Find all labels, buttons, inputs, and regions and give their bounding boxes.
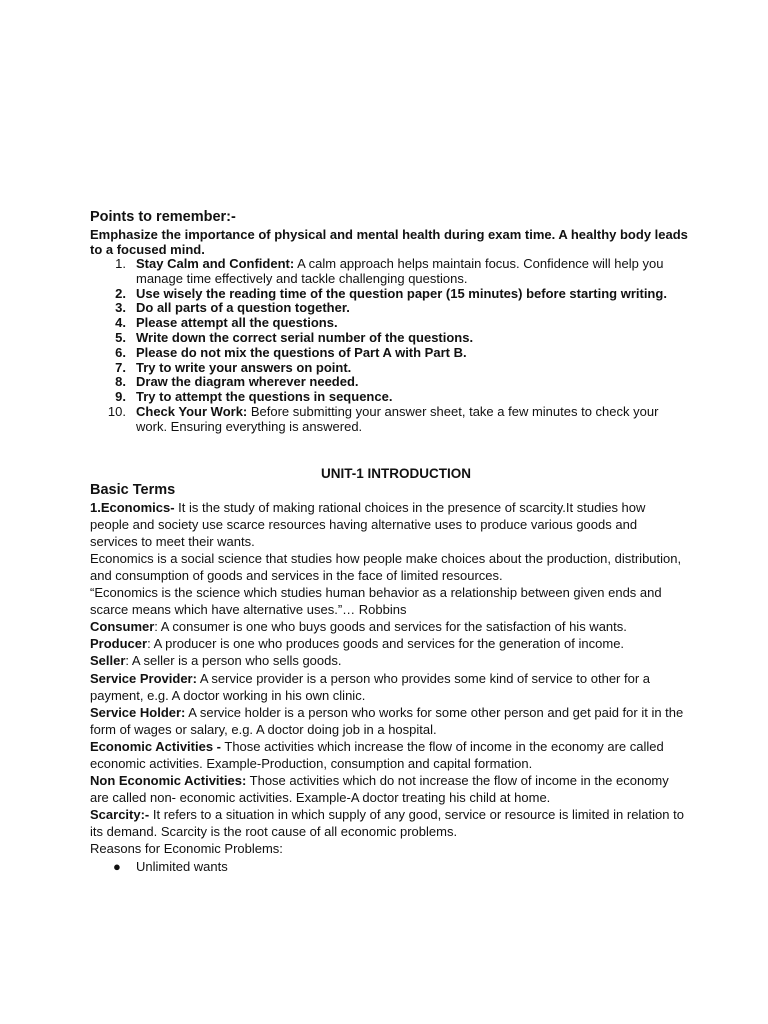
term-label: Service Provider: [90,670,197,686]
item-bold-text: Stay Calm and Confident: [136,256,295,271]
economics-paragraph: Economics is a social science that studies how people make choices about the production, distribution, and consumption of goods and services in the face of limited resources. [90,550,682,583]
item-number: 1. [115,256,126,271]
unit-title: UNIT-1 INTRODUCTION [321,465,471,481]
item-bold-text: Do all parts of a question together. [136,300,350,316]
section-heading: Basic Terms [90,481,176,498]
term-definition: It is the study of making rational choices in the presence of scarcity.It studies how people and society use scarce resources having alternative uses to produce various goods and services to meet their wants. [90,499,646,549]
item-bold-text: Try to attempt the questions in sequence. [136,389,393,405]
term-consumer [90,618,684,635]
term-definition: It refers to a situation in which supply of any good, service or resource is limited in relation to its demand. Scarcity is the root cause of all economic problems. [90,807,684,840]
list-item [90,287,690,302]
list-item [90,346,690,361]
item-number: 2. [115,285,126,301]
term-seller [90,652,684,669]
term-label: 1.Economics- [90,499,175,515]
item-number: 6. [115,344,126,360]
list-item [90,257,690,287]
item-text: Before submitting your answer sheet, take a few minutes to check your work. Ensuring everything is answered. [136,403,659,434]
term-definition: : A consumer is one who buys goods and services for the satisfaction of his wants. [154,619,627,635]
term-non-economic-activities [90,772,684,806]
item-number: 7. [115,359,126,375]
term-definition: Those activities which do not increase the flow of income in the economy are called non- economic activities. Example-A doctor treating his child at home. [90,773,669,806]
term-label: Non Economic Activities: [90,773,247,789]
item-number: 4. [115,315,126,331]
term-label: Producer [90,636,148,652]
term-definition: : A producer is one who produces goods and services for the generation of income. [147,636,625,652]
bullet-icon: ● [113,858,121,874]
item-bold-text: Check Your Work: [136,403,248,419]
item-bold-text: Write down the correct serial number of the questions. [136,329,474,345]
item-bold-text: Try to write your answers on point. [136,359,352,375]
list-item [90,361,690,376]
term-label: Service Holder: [90,704,186,720]
term-economics [90,499,684,550]
points-list [90,257,690,435]
page-content [90,208,690,875]
item-bold-text: Draw the diagram wherever needed. [136,374,359,390]
term-definition: A service holder is a person who works for some other person and get paid for it in the form of wages or salary, e.g. A doctor doing job in a hospital. [90,704,684,737]
term-label: Scarcity:- [90,807,150,823]
item-number: 3. [115,300,126,316]
list-item [90,858,690,875]
item-number: 8. [115,374,126,390]
reason-text: Unlimited wants [136,858,228,874]
list-item [90,405,690,435]
item-bold-text: Please attempt all the questions. [136,315,338,331]
term-label: Economic Activities - [90,738,221,754]
list-item [90,331,690,346]
item-number: 10. [107,403,126,419]
item-number: 9. [115,389,126,405]
item-text: A calm approach helps maintain focus. Confidence will help you manage time effectively and tackle challenging questions. [136,256,664,286]
list-item [90,375,690,390]
term-label: Consumer [90,619,155,635]
reasons-list [90,858,690,875]
term-label: Seller [90,653,126,669]
item-number: 5. [115,329,126,345]
term-service-holder [90,704,684,738]
list-item [90,301,690,316]
points-heading: Points to remember:- [90,209,236,225]
robbins-quote: “Economics is the science which studies human behavior as a relationship between given ends and scarce means which have alternative uses.”… Robbins [90,585,662,618]
list-item [90,390,690,405]
term-producer [90,635,684,652]
intro-statement: Emphasize the importance of physical and mental health during exam time. A healthy body leads to a focused mind. [90,227,688,257]
term-definition: : A seller is a person who sells goods. [125,653,342,669]
term-definition: A service provider is a person who provides some kind of service to other for a payment, e.g. A doctor working in his own clinic. [90,670,651,703]
list-item [90,316,690,331]
term-scarcity [90,806,684,840]
item-bold-text: Please do not mix the questions of Part A with Part B. [136,344,467,360]
item-bold-text: Use wisely the reading time of the question paper (15 minutes) before starting writing. [136,285,667,301]
term-economic-activities [90,738,684,772]
term-definition: Those activities which increase the flow of income in the economy are called economic activities. Example-Production, consumption and capital formation. [90,738,664,771]
term-service-provider [90,670,684,704]
reasons-heading: Reasons for Economic Problems: [90,841,283,857]
